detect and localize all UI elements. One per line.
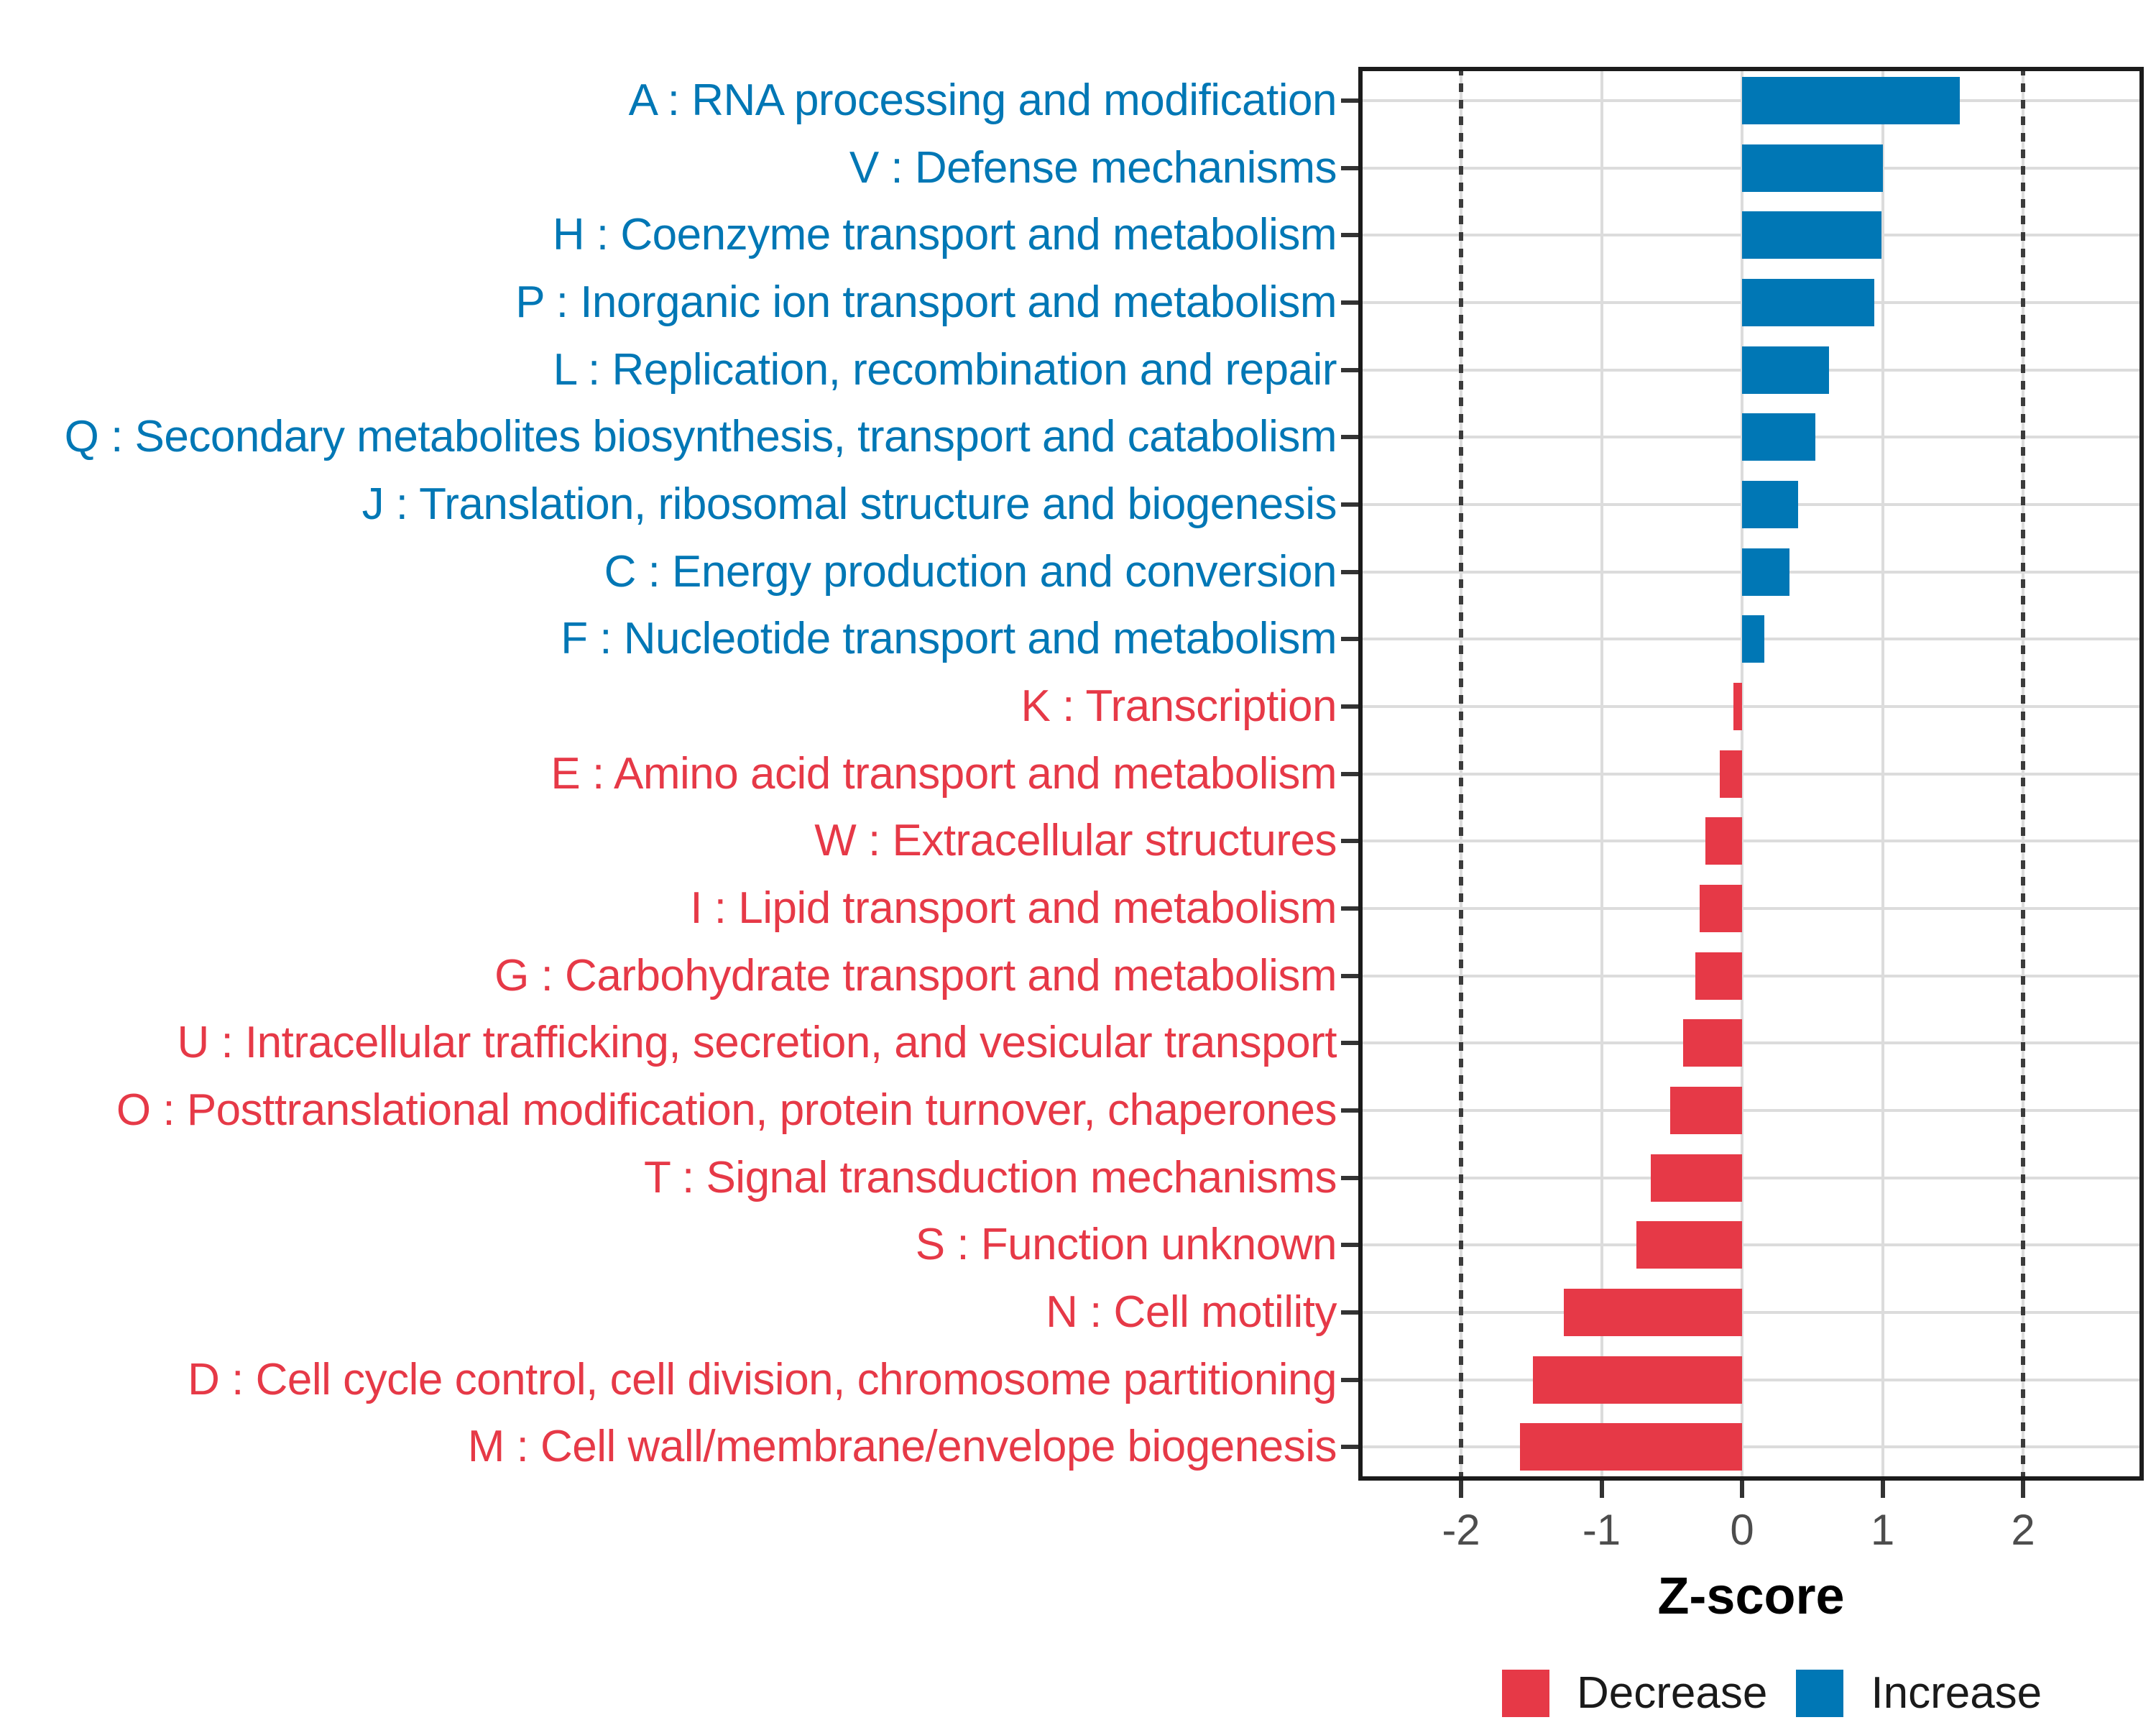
category-label: S : Function unknown <box>915 1220 1337 1270</box>
gridline-horizontal <box>1358 1445 2144 1448</box>
bar-increase <box>1742 144 1883 192</box>
category-label: M : Cell wall/membrane/envelope biogenesis <box>467 1422 1337 1472</box>
increase-swatch <box>1796 1670 1843 1717</box>
category-label: O : Posttranslational modification, protein turnover, chaperones <box>116 1085 1337 1135</box>
x-tick-mark <box>1459 1481 1463 1498</box>
bar-decrease <box>1700 885 1742 932</box>
legend <box>1502 1668 2042 1719</box>
category-label: I : Lipid transport and metabolism <box>690 883 1337 933</box>
gridline-horizontal <box>1358 1379 2144 1381</box>
decrease-swatch <box>1502 1670 1549 1717</box>
bar-increase <box>1742 548 1789 596</box>
y-tick-mark <box>1341 839 1358 843</box>
y-tick-mark <box>1341 704 1358 709</box>
bar-decrease <box>1670 1087 1742 1134</box>
bar-decrease <box>1720 750 1742 798</box>
gridline-horizontal <box>1358 907 2144 910</box>
category-label: F : Nucleotide transport and metabolism <box>561 614 1337 664</box>
y-tick-mark <box>1341 233 1358 237</box>
x-tick-mark <box>1600 1481 1604 1498</box>
x-tick-label: 0 <box>1730 1506 1754 1554</box>
category-label: D : Cell cycle control, cell division, chromosome partitioning <box>188 1354 1337 1404</box>
y-tick-mark <box>1341 1310 1358 1315</box>
legend-label-decrease: Decrease <box>1577 1668 1768 1718</box>
y-tick-mark <box>1341 637 1358 641</box>
x-tick-label: -1 <box>1582 1506 1621 1554</box>
y-tick-mark <box>1341 906 1358 911</box>
y-tick-mark <box>1341 1378 1358 1382</box>
y-tick-mark <box>1341 502 1358 507</box>
gridline-horizontal <box>1358 840 2144 842</box>
y-tick-mark <box>1341 772 1358 776</box>
y-tick-mark <box>1341 300 1358 305</box>
gridline-horizontal <box>1358 705 2144 708</box>
x-tick-label: 2 <box>2011 1506 2035 1554</box>
category-label: H : Coenzyme transport and metabolism <box>552 210 1337 260</box>
x-axis-title: Z-score <box>1657 1568 1845 1625</box>
y-tick-mark <box>1341 974 1358 978</box>
y-tick-mark <box>1341 1176 1358 1180</box>
bar-increase <box>1742 279 1874 326</box>
x-tick-mark <box>1740 1481 1744 1498</box>
category-label: K : Transcription <box>1021 681 1337 731</box>
bar-increase <box>1742 211 1881 259</box>
dashed-guide-line <box>1459 67 1463 1481</box>
bar-decrease <box>1520 1423 1742 1471</box>
category-label: L : Replication, recombination and repair <box>553 344 1337 395</box>
plot-panel <box>1358 67 2144 1481</box>
y-tick-mark <box>1341 435 1358 439</box>
bar-decrease <box>1733 683 1742 730</box>
bar-decrease <box>1533 1356 1742 1404</box>
y-tick-mark <box>1341 1243 1358 1247</box>
category-label: P : Inorganic ion transport and metabolism <box>515 277 1337 327</box>
y-tick-mark <box>1341 98 1358 103</box>
gridline-horizontal <box>1358 1109 2144 1112</box>
category-label: W : Extracellular structures <box>814 816 1337 866</box>
gridline-horizontal <box>1358 1041 2144 1044</box>
x-tick-label: -2 <box>1442 1506 1480 1554</box>
category-label: G : Carbohydrate transport and metabolism <box>494 950 1337 1000</box>
gridline-horizontal <box>1358 1243 2144 1246</box>
bar-increase <box>1742 346 1829 394</box>
bar-decrease <box>1705 817 1742 865</box>
bar-increase <box>1742 481 1798 528</box>
category-label: C : Energy production and conversion <box>604 546 1337 597</box>
y-tick-mark <box>1341 166 1358 170</box>
bar-decrease <box>1683 1019 1742 1067</box>
category-label: U : Intracellular trafficking, secretion, and vesicular transport <box>177 1018 1337 1068</box>
x-tick-mark <box>1881 1481 1885 1498</box>
y-tick-mark <box>1341 570 1358 574</box>
legend-label-increase: Increase <box>1871 1668 2042 1718</box>
x-tick-label: 1 <box>1870 1506 1895 1554</box>
y-tick-mark <box>1341 368 1358 372</box>
dashed-guide-line <box>2021 67 2025 1481</box>
bar-increase <box>1742 615 1764 663</box>
x-tick-mark <box>2021 1481 2025 1498</box>
gridline-vertical <box>1881 67 1884 1481</box>
bar-decrease <box>1636 1221 1742 1269</box>
gridline-vertical <box>1600 67 1603 1481</box>
legend-item-decrease <box>1502 1668 1767 1719</box>
legend-item-increase <box>1796 1668 2042 1719</box>
y-tick-mark <box>1341 1108 1358 1113</box>
category-label: V : Defense mechanisms <box>849 142 1337 193</box>
category-label: T : Signal transduction mechanisms <box>644 1152 1337 1202</box>
y-tick-mark <box>1341 1041 1358 1045</box>
gridline-horizontal <box>1358 1311 2144 1314</box>
gridline-horizontal <box>1358 975 2144 978</box>
category-label: A : RNA processing and modification <box>628 75 1337 125</box>
category-label: Q : Secondary metabolites biosynthesis, transport and catabolism <box>64 412 1337 462</box>
category-label: N : Cell motility <box>1046 1287 1337 1337</box>
category-label: E : Amino acid transport and metabolism <box>550 748 1337 799</box>
bar-increase <box>1742 77 1960 124</box>
bar-decrease <box>1695 952 1742 1000</box>
gridline-horizontal <box>1358 773 2144 776</box>
y-tick-mark <box>1341 1445 1358 1449</box>
bar-decrease <box>1564 1289 1742 1336</box>
bar-decrease <box>1651 1154 1742 1202</box>
bar-increase <box>1742 413 1815 461</box>
category-label: J : Translation, ribosomal structure and biogenesis <box>361 479 1337 529</box>
gridline-horizontal <box>1358 1177 2144 1179</box>
